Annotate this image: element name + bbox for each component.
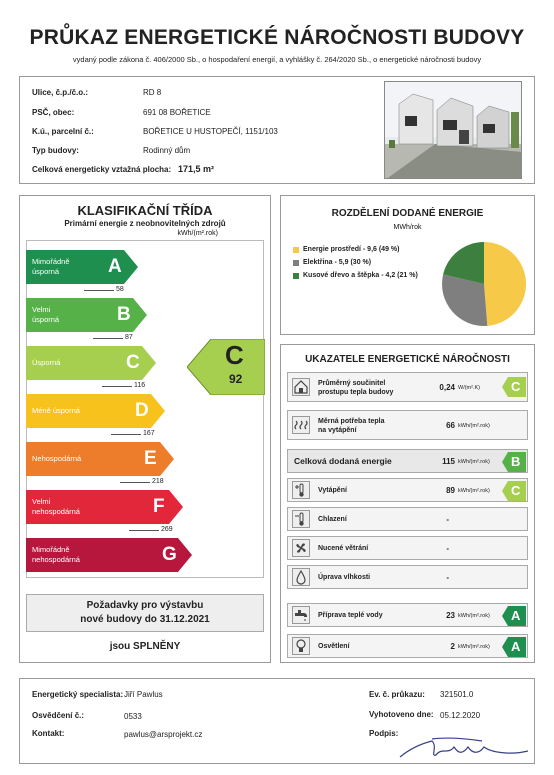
legend-swatch — [293, 247, 299, 253]
class-band-d — [26, 394, 165, 428]
threshold-value: 167 — [143, 430, 155, 437]
building-info-panel — [19, 76, 535, 184]
indicator-class-badge — [502, 481, 526, 506]
class-band-b — [26, 298, 147, 332]
lightbulb-icon — [292, 637, 310, 655]
class-band-letter: F — [153, 496, 165, 517]
class-band-letter: E — [144, 448, 157, 469]
indicator-label: Osvětlení — [318, 643, 350, 650]
document-title: PRŮKAZ ENERGETICKÉ NÁROČNOSTI BUDOVY — [29, 26, 525, 49]
indicator-value: 2 — [450, 642, 455, 651]
sign-label: Podpis: — [369, 729, 399, 738]
threshold-line — [84, 290, 114, 291]
thermometer-minus-icon — [292, 510, 310, 528]
class-band-label: Velmi nehospodárná — [32, 497, 80, 516]
thermometer-plus-icon — [292, 481, 310, 499]
energy-distribution-panel — [280, 195, 535, 335]
footer-panel — [19, 678, 535, 764]
indicator-unit: kWh/(m².rok) — [458, 488, 490, 494]
indicator-row — [287, 536, 528, 560]
indicator-value: 23 — [446, 611, 455, 620]
legend-label: Kusové dřevo a štěpka - 4,2 (21 %) — [303, 272, 418, 279]
classification-subtitle: Primární energie z neobnovitelných zdrojů — [64, 219, 226, 228]
indicator-label: Měrná potřeba tepla na vytápění — [318, 418, 385, 434]
indicator-class-letter: C — [511, 379, 521, 394]
class-band-f — [26, 490, 183, 524]
area-label: Celková energeticky vztažná plocha: — [32, 165, 172, 174]
requirements-result: jsou SPLNĚNY — [109, 641, 181, 652]
ev-value: 321501.0 — [440, 690, 474, 699]
class-band-label: Méně úsporná — [32, 406, 80, 415]
threshold-value: 116 — [134, 382, 146, 389]
contact-label: Kontakt: — [32, 729, 65, 738]
pie-slice — [484, 242, 526, 326]
specialist-label: Energetický specialista: — [32, 690, 124, 699]
indicator-class-letter: A — [511, 639, 521, 654]
indicator-value: - — [446, 515, 449, 524]
legend-label: Energie prostředí - 9,6 (49 %) — [303, 246, 400, 253]
rating-letter: C — [225, 340, 244, 370]
indicator-class-letter: A — [511, 608, 521, 623]
requirements-line1: Požadavky pro výstavbu — [86, 600, 204, 611]
house-icon — [292, 378, 310, 396]
cert-value: 0533 — [124, 712, 142, 721]
indicator-label: Chlazení — [318, 516, 347, 523]
indicator-value: - — [446, 544, 449, 553]
indicator-class-badge — [502, 637, 526, 662]
class-band-e — [26, 442, 174, 476]
indicator-value: 0,24 — [439, 383, 455, 392]
class-band-c — [26, 346, 156, 380]
indicator-unit: W/(m².K) — [458, 385, 480, 391]
indicator-label: Příprava teplé vody — [318, 612, 383, 619]
date-label: Vyhotoveno dne: — [369, 710, 434, 719]
indicator-value: 115 — [442, 457, 455, 466]
indicator-unit: kWh/(m².rok) — [458, 644, 490, 650]
threshold-value: 87 — [125, 334, 133, 341]
indicator-label: Celková dodaná energie — [294, 456, 392, 466]
indicator-row — [287, 507, 528, 531]
indicator-label: Nucené větrání — [318, 545, 369, 552]
indicator-row — [287, 603, 528, 627]
psc-label: PSČ, obec: — [32, 108, 75, 117]
indicators-title: UKAZATELE ENERGETICKÉ NÁROČNOSTI — [305, 354, 510, 365]
legend-label: Elektřina - 5,9 (30 %) — [303, 259, 372, 266]
indicator-row — [287, 634, 528, 658]
threshold-value: 269 — [161, 526, 173, 533]
class-band-label: Nehospodárná — [32, 454, 82, 463]
indicator-row — [287, 478, 528, 502]
requirements-box — [26, 594, 264, 632]
street-value: RD 8 — [143, 88, 162, 97]
indicator-label: Úprava vlhkosti — [318, 574, 371, 581]
legend-swatch — [293, 273, 299, 279]
heat-waves-icon — [292, 416, 310, 434]
cert-label: Osvědčení č.: — [32, 711, 85, 720]
class-band-a — [26, 250, 138, 284]
class-band-g — [26, 538, 192, 572]
threshold-value: 58 — [116, 286, 124, 293]
street-label: Ulice, č.p./č.o.: — [32, 88, 89, 97]
indicator-class-letter: B — [511, 454, 521, 469]
indicator-row — [287, 449, 528, 473]
indicator-class-letter: C — [511, 483, 521, 498]
document-subtitle: vydaný podle zákona č. 406/2000 Sb., o hospodaření energií, a vyhlášky č. 264/2020 Sb., o energetické náročnosti budovy — [72, 55, 482, 64]
indicators-panel — [280, 344, 535, 663]
classification-panel — [19, 195, 271, 663]
ku-label: K.ú., parcelní č.: — [32, 127, 94, 136]
class-band-letter: G — [162, 544, 177, 565]
class-band-label: Mimořádně úsporná — [32, 257, 70, 276]
threshold-line — [102, 386, 132, 387]
threshold-line — [120, 482, 150, 483]
class-band-label: Mimořádně nehospodárná — [32, 545, 80, 564]
class-band-label: Úsporná — [32, 358, 61, 367]
threshold-line — [111, 434, 141, 435]
psc-value: 691 08 BOŘETICE — [143, 108, 211, 117]
indicator-row — [287, 565, 528, 589]
rating-indicator — [187, 339, 265, 395]
distribution-unit: MWh/rok — [393, 224, 422, 231]
rating-value: 92 — [229, 372, 243, 386]
indicator-unit: kWh/(m².rok) — [458, 613, 490, 619]
date-value: 05.12.2020 — [440, 711, 481, 720]
indicator-unit: kWh/(m².rok) — [458, 423, 490, 429]
distribution-title: ROZDĚLENÍ DODANÉ ENERGIE — [331, 208, 484, 219]
threshold-value: 218 — [152, 478, 164, 485]
indicator-class-badge — [502, 606, 526, 631]
classification-unit: kWh/(m².rok) — [177, 230, 218, 237]
specialist-value: Jiří Pawlus — [124, 690, 163, 699]
indicator-class-badge — [502, 452, 526, 477]
indicator-row — [287, 410, 528, 440]
class-band-letter: A — [108, 256, 122, 277]
classification-title: KLASIFIKAČNÍ TŘÍDA — [77, 203, 213, 218]
signature — [392, 717, 532, 763]
building-photo — [384, 81, 522, 179]
area-value: 171,5 m² — [178, 164, 215, 174]
type-label: Typ budovy: — [32, 146, 79, 155]
indicator-value: 66 — [446, 421, 455, 430]
contact-value: pawlus@arsprojekt.cz — [124, 730, 203, 739]
indicator-value: 89 — [446, 486, 455, 495]
threshold-line — [129, 530, 159, 531]
indicator-unit: kWh/(m².rok) — [458, 459, 490, 465]
ev-label: Ev. č. průkazu: — [369, 690, 425, 699]
class-band-letter: C — [126, 352, 140, 373]
class-band-letter: D — [135, 400, 149, 421]
droplet-icon — [292, 568, 310, 586]
indicator-label: Vytápění — [318, 487, 347, 494]
distribution-pie — [440, 240, 528, 328]
legend-swatch — [293, 260, 299, 266]
ku-value: BOŘETICE U HUSTOPEČÍ, 1151/103 — [143, 127, 278, 136]
indicator-value: - — [446, 573, 449, 582]
indicator-class-badge — [502, 377, 526, 402]
threshold-line — [93, 338, 123, 339]
requirements-line2: nové budovy do 31.12.2021 — [80, 614, 210, 625]
fan-icon — [292, 539, 310, 557]
faucet-icon — [292, 606, 310, 624]
indicator-row — [287, 372, 528, 402]
indicator-label: Průměrný součinitel prostupu tepla budovy — [318, 380, 394, 396]
type-value: Rodinný dům — [143, 146, 191, 155]
class-band-letter: B — [117, 304, 131, 325]
class-band-label: Velmi úsporná — [32, 305, 60, 324]
